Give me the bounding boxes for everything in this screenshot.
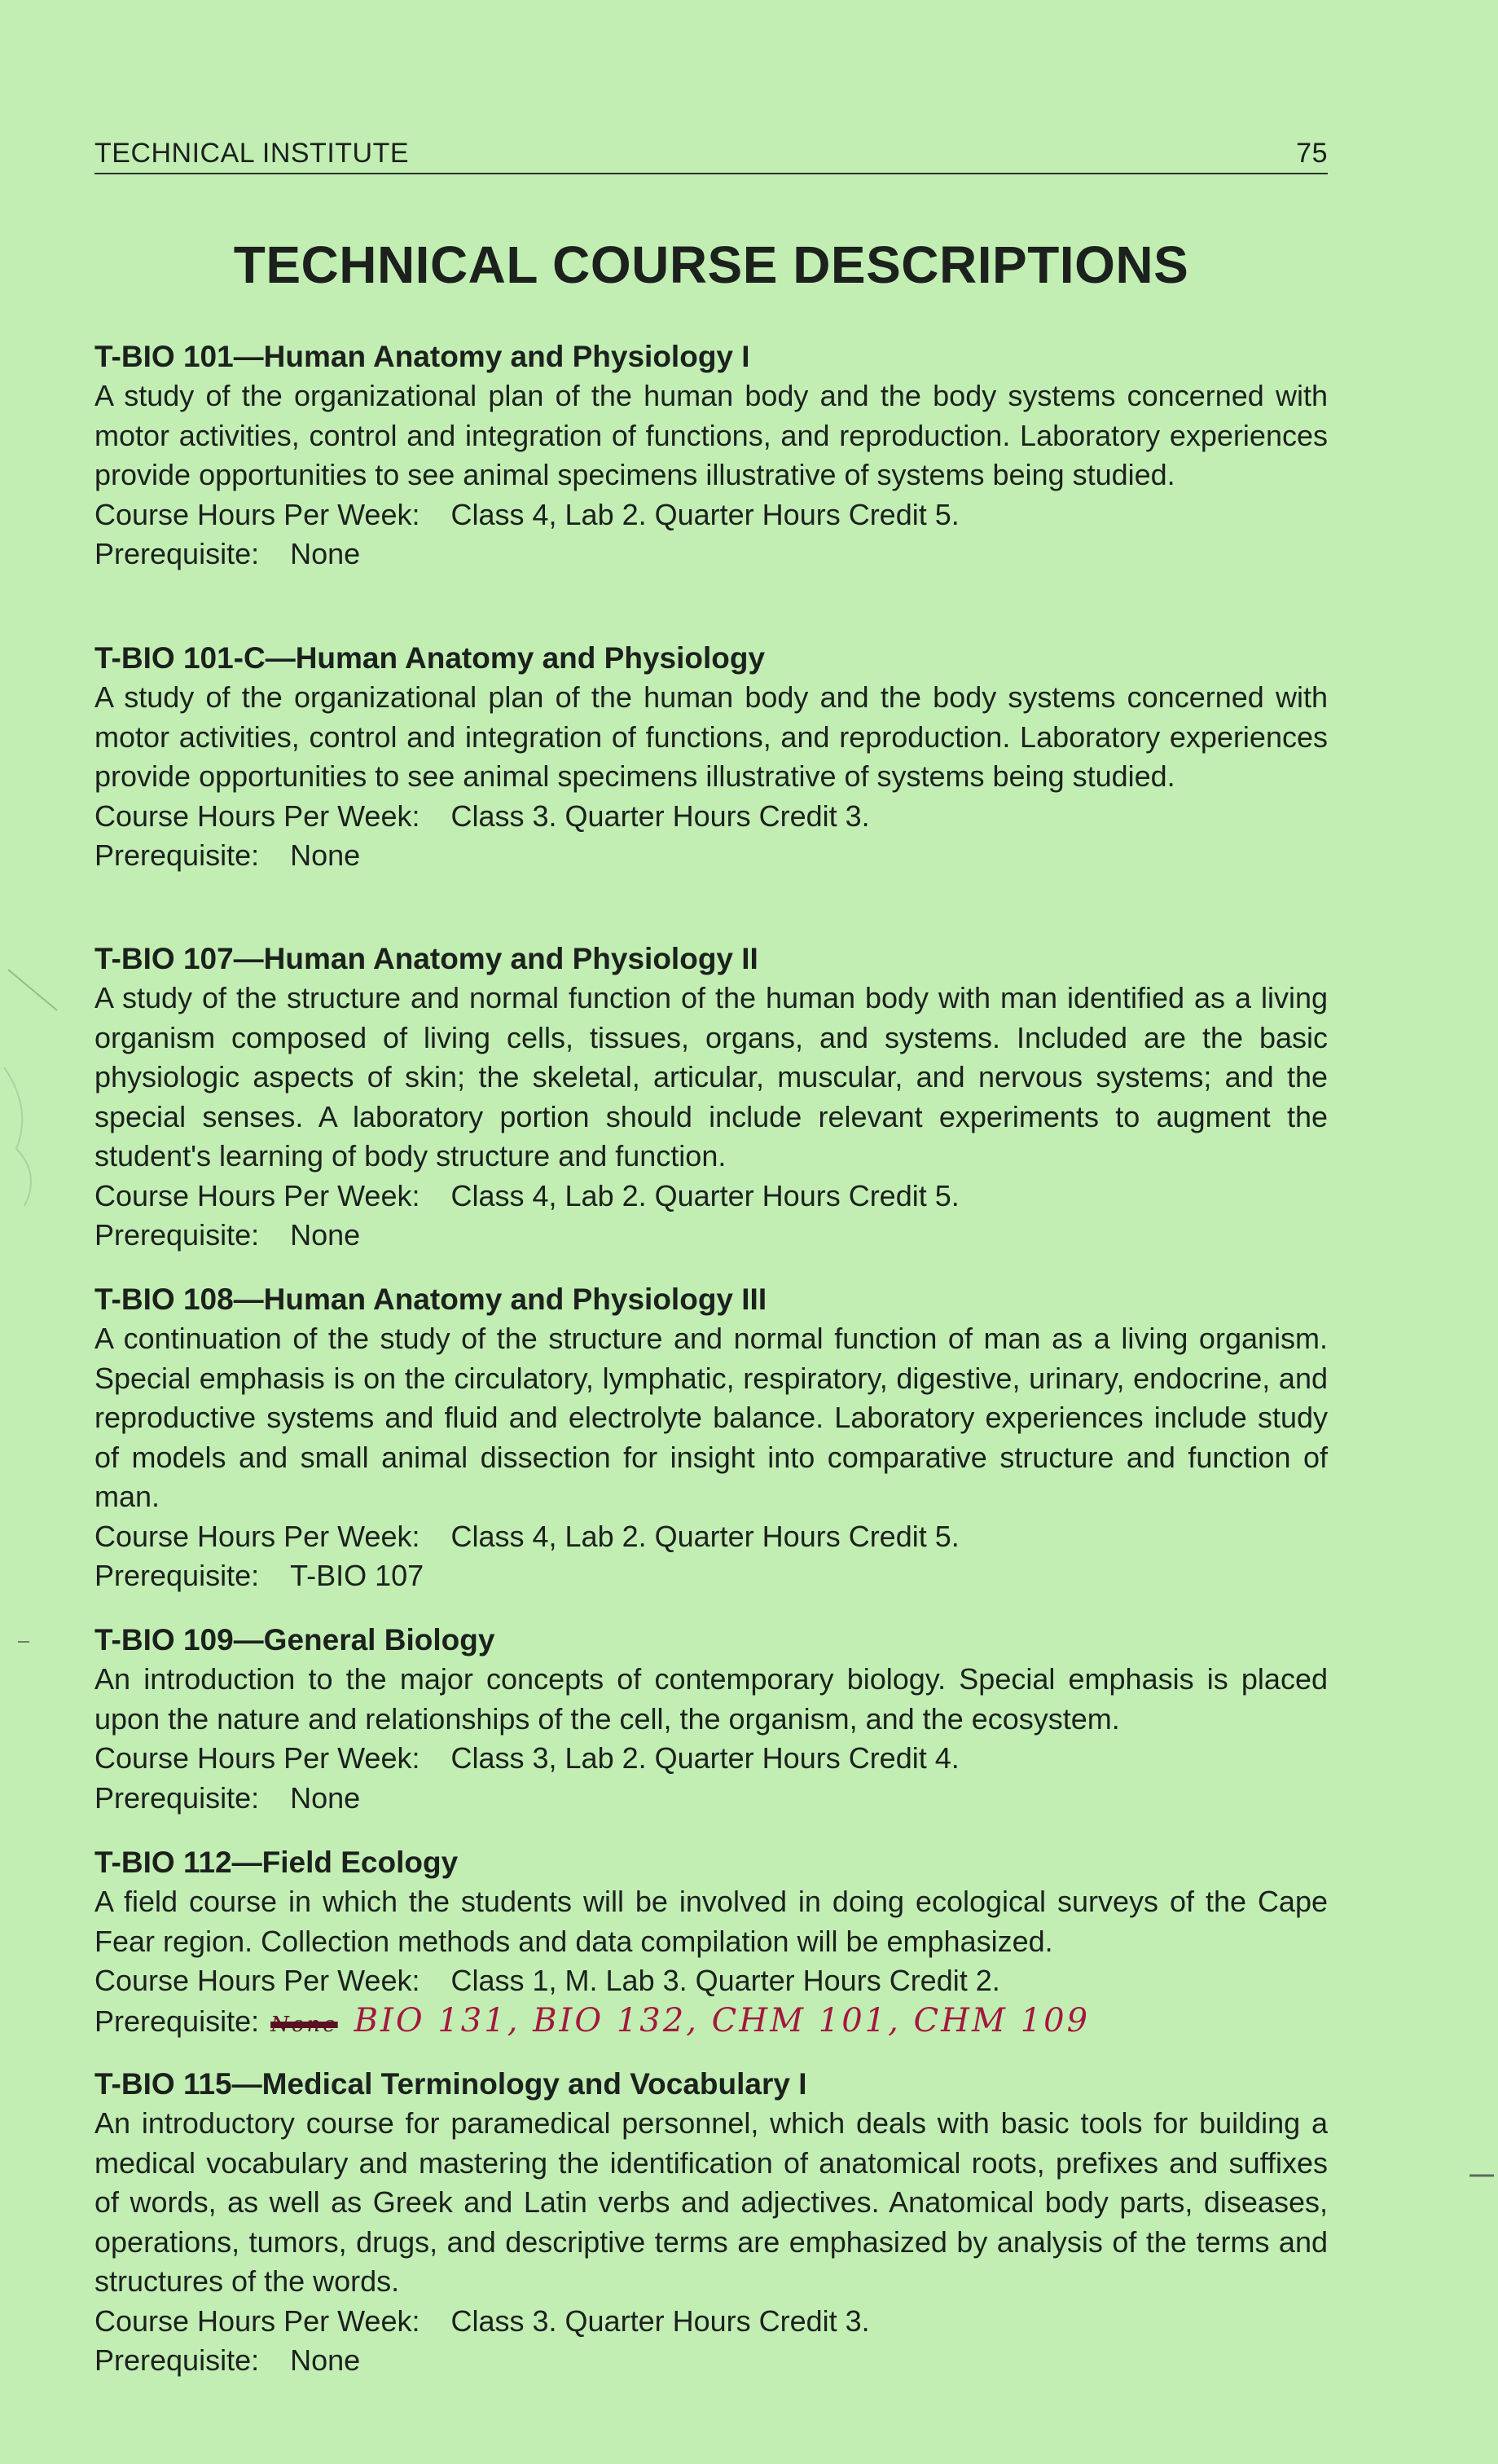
prerequisite-value: None	[290, 1780, 361, 1815]
hours-value: Class 4, Lab 2. Quarter Hours Credit 5.	[450, 497, 960, 531]
hours-value: Class 3, Lab 2. Quarter Hours Credit 4.	[450, 1741, 960, 1775]
hours-value: Class 3. Quarter Hours Credit 3.	[450, 799, 870, 833]
course-hours	[94, 1739, 1328, 1779]
course-description: A study of the structure and normal function of the human body with man identified as a living organism composed of living cells, tissues, organs, and systems. Included are the basic physiologic aspects of skin; the skeletal, articular, muscular, and nervous systems; and the special senses. A laboratory portion should include relevant experiments to augment the student's learning of body structure and function.	[94, 981, 1328, 1173]
course-hours	[94, 495, 1328, 535]
course-prerequisite	[94, 2341, 1328, 2381]
prerequisite-label: Prerequisite:	[94, 2004, 260, 2038]
hours-label: Course Hours Per Week:	[94, 1178, 420, 1212]
hours-value: Class 3. Quarter Hours Credit 3.	[450, 2303, 870, 2338]
running-title: TECHNICAL INSTITUTE	[94, 138, 410, 169]
course-entry	[94, 337, 1328, 574]
prerequisite-label: Prerequisite:	[94, 1218, 260, 1252]
margin-tick-mark	[1466, 2167, 1498, 2184]
course-prerequisite	[94, 1779, 1328, 1819]
course-entry	[94, 1621, 1328, 1818]
course-title: T-BIO 108—Human Anatomy and Physiology III	[94, 1283, 767, 1316]
margin-pencil-mark	[0, 961, 73, 1222]
page-number: 75	[1296, 138, 1328, 169]
prerequisite-value: None	[290, 838, 361, 872]
course-description: A field course in which the students will be involved in doing ecological surveys of the Cape Fear region. Collection methods and data compilation will be emphasized.	[94, 1885, 1328, 1958]
prerequisite-label: Prerequisite:	[94, 2343, 260, 2377]
course-entry	[94, 2065, 1328, 2381]
course-entry	[94, 1843, 1328, 2044]
running-head	[94, 140, 1328, 174]
course-prerequisite	[94, 535, 1328, 574]
hours-value: Class 4, Lab 2. Quarter Hours Credit 5.	[450, 1178, 960, 1212]
course-entry	[94, 639, 1328, 876]
struck-out-text: None	[270, 2012, 338, 2037]
margin-dash-mark	[16, 1638, 33, 1646]
course-description: An introduction to the major concepts of contemporary biology. Special emphasis is placed upon the nature and relationships of the cell, the organism, and the ecosystem.	[94, 1662, 1328, 1736]
prerequisite-value: None	[290, 1218, 361, 1252]
hours-label: Course Hours Per Week:	[94, 1519, 420, 1553]
course-hours	[94, 797, 1328, 837]
hours-value: Class 4, Lab 2. Quarter Hours Credit 5.	[450, 1519, 960, 1553]
hours-label: Course Hours Per Week:	[94, 1741, 420, 1775]
prerequisite-label: Prerequisite:	[94, 838, 260, 872]
course-hours	[94, 1177, 1328, 1217]
hours-label: Course Hours Per Week:	[94, 1964, 420, 1997]
course-title: T-BIO 107—Human Anatomy and Physiology II	[94, 942, 758, 975]
course-title: T-BIO 101-C—Human Anatomy and Physiology	[94, 641, 766, 675]
prerequisite-label: Prerequisite:	[94, 1559, 260, 1592]
prerequisite-label: Prerequisite:	[94, 537, 260, 570]
course-description: A study of the organizational plan of the human body and the body systems concerned with motor activities, control and integration of functions, and reproduction. Laboratory experiences provide opportunities to see animal specimens illustrative of systems being studied.	[94, 680, 1328, 793]
course-description: An introductory course for paramedical personnel, which deals with basic tools for building a medical vocabulary and mastering the identification of anatomical roots, prefixes and suffixes of words, as well as Greek and Latin verbs and adjectives. Anatomical body parts, diseases, operations, tumors, drugs, and descriptive terms are emphasized by analysis of the terms and structures of the words.	[94, 2106, 1328, 2298]
hours-label: Course Hours Per Week:	[94, 2303, 420, 2338]
course-description: A continuation of the study of the structure and normal function of man as a living organism. Special emphasis is on the circulatory, lymphatic, respiratory, digestive, urinary, endocrine, and reproductive systems and fluid and electrolyte balance. Laboratory experiences include study of models and small animal dissection for insight into comparative structure and function of man.	[94, 1322, 1328, 1513]
page-title: TECHNICAL COURSE DESCRIPTIONS	[233, 235, 1189, 294]
course-hours	[94, 1961, 1328, 2001]
prerequisite-value: None	[290, 2343, 361, 2377]
hours-label: Course Hours Per Week:	[94, 799, 420, 833]
hours-label: Course Hours Per Week:	[94, 497, 420, 531]
prerequisite-label: Prerequisite:	[94, 1780, 260, 1815]
course-description: A study of the organizational plan of the human body and the body systems concerned with motor activities, control and integration of functions, and reproduction. Laboratory experiences provide opportunities to see animal specimens illustrative of systems being studied.	[94, 379, 1328, 491]
course-title: T-BIO 112—Field Ecology	[94, 1846, 459, 1879]
course-prerequisite	[94, 2001, 1328, 2045]
handwritten-prerequisites: BIO 131, BIO 132, CHM 101, CHM 109	[354, 2001, 1091, 2039]
course-entry	[94, 939, 1328, 1256]
course-prerequisite	[94, 1216, 1328, 1256]
course-title: T-BIO 101—Human Anatomy and Physiology I	[94, 340, 750, 373]
course-hours	[94, 1517, 1328, 1557]
course-title: T-BIO 115—Medical Terminology and Vocabulary I	[94, 2067, 807, 2101]
hours-value: Class 1, M. Lab 3. Quarter Hours Credit 2.	[450, 1964, 1000, 1997]
course-prerequisite	[94, 1556, 1328, 1596]
prerequisite-value: None	[290, 537, 361, 570]
course-entry	[94, 1280, 1328, 1596]
prerequisite-value: T-BIO 107	[290, 1559, 424, 1592]
course-prerequisite	[94, 836, 1328, 876]
course-hours	[94, 2302, 1328, 2342]
course-title: T-BIO 109—General Biology	[94, 1623, 495, 1657]
handwritten-annotation	[270, 2002, 1090, 2039]
